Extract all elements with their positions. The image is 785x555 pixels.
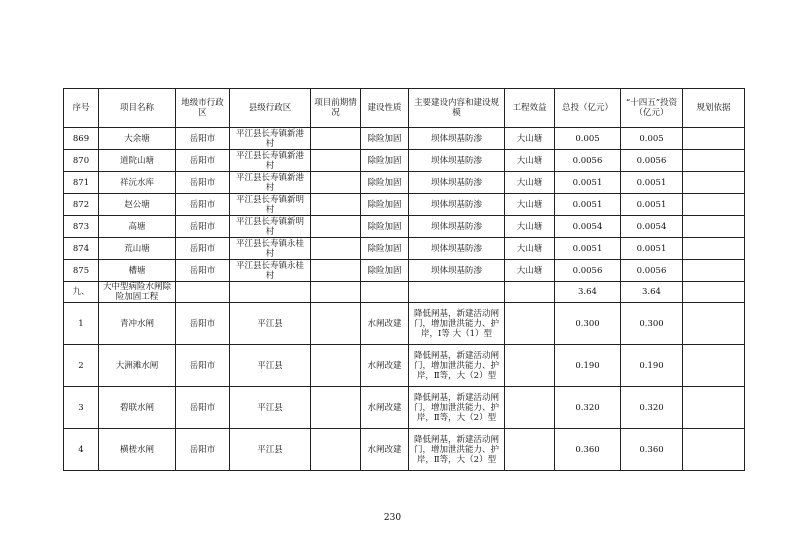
- cell-pre: [311, 345, 361, 387]
- table-row: [64, 194, 745, 216]
- cell-city: 岳阳市: [176, 238, 230, 260]
- cell-basis: [683, 345, 745, 387]
- cell-content: 坝体坝基防渗: [409, 260, 505, 282]
- cell-basis: [683, 260, 745, 282]
- cell-benefit: 大山塘: [505, 216, 555, 238]
- section-cell-benefit: [505, 282, 555, 303]
- cell-nature: 水闸改建: [361, 429, 409, 471]
- section-cell-content: [409, 282, 505, 303]
- cell-no: 870: [64, 150, 99, 172]
- cell-pre: [311, 238, 361, 260]
- cell-nature: 水闸改建: [361, 345, 409, 387]
- cell-basis: [683, 238, 745, 260]
- cell-pre: [311, 260, 361, 282]
- cell-no: 875: [64, 260, 99, 282]
- cell-county: 平江县: [230, 303, 311, 345]
- cell-total: 0.005: [555, 128, 621, 150]
- cell-name: 大余塘: [99, 128, 176, 150]
- cell-city: 岳阳市: [176, 194, 230, 216]
- table-row: [64, 150, 745, 172]
- section-cell-name: 大中型病险水闸除险加固工程: [99, 282, 176, 303]
- cell-benefit: [505, 429, 555, 471]
- cell-pre: [311, 172, 361, 194]
- cell-plan: 0.0051: [621, 238, 683, 260]
- cell-county: 平江县长寿镇新港村: [230, 150, 311, 172]
- header-cell: 项目名称: [99, 89, 176, 128]
- cell-nature: 除险加固: [361, 128, 409, 150]
- header-cell: 总投（亿元）: [555, 89, 621, 128]
- cell-county: 平江县: [230, 345, 311, 387]
- section-cell-total: 3.64: [555, 282, 621, 303]
- cell-no: 873: [64, 216, 99, 238]
- cell-benefit: [505, 345, 555, 387]
- header-cell: 序号: [64, 89, 99, 128]
- header-cell: 地级市行政区: [176, 89, 230, 128]
- table-row: [64, 345, 745, 387]
- cell-county: 平江县长寿镇新明村: [230, 194, 311, 216]
- table-body: [64, 89, 745, 471]
- cell-no: 872: [64, 194, 99, 216]
- cell-basis: [683, 172, 745, 194]
- cell-benefit: 大山塘: [505, 194, 555, 216]
- header-row: [64, 89, 745, 128]
- cell-plan: 0.320: [621, 387, 683, 429]
- section-cell-county: [230, 282, 311, 303]
- table-row: [64, 260, 745, 282]
- cell-nature: 除险加固: [361, 260, 409, 282]
- cell-plan: 0.360: [621, 429, 683, 471]
- cell-total: 0.300: [555, 303, 621, 345]
- cell-city: 岳阳市: [176, 216, 230, 238]
- section-cell-no: 九、: [64, 282, 99, 303]
- cell-county: 平江县长寿镇新港村: [230, 172, 311, 194]
- table-row: [64, 216, 745, 238]
- header-cell: 县级行政区: [230, 89, 311, 128]
- cell-city: 岳阳市: [176, 150, 230, 172]
- section-cell-plan: 3.64: [621, 282, 683, 303]
- section-cell-city: [176, 282, 230, 303]
- cell-city: 岳阳市: [176, 260, 230, 282]
- cell-content: 降低闸基，新建活动闸门，增加泄洪能力、护岸，Ⅱ等，大（2）型: [409, 345, 505, 387]
- cell-plan: 0.0051: [621, 194, 683, 216]
- cell-no: 4: [64, 429, 99, 471]
- table-row: [64, 387, 745, 429]
- cell-city: 岳阳市: [176, 303, 230, 345]
- cell-basis: [683, 150, 745, 172]
- cell-benefit: 大山塘: [505, 260, 555, 282]
- table-row: [64, 303, 745, 345]
- cell-nature: 除险加固: [361, 150, 409, 172]
- cell-basis: [683, 194, 745, 216]
- cell-benefit: 大山塘: [505, 128, 555, 150]
- cell-plan: 0.0054: [621, 216, 683, 238]
- cell-plan: 0.190: [621, 345, 683, 387]
- cell-total: 0.0051: [555, 238, 621, 260]
- cell-total: 0.0056: [555, 150, 621, 172]
- cell-county: 平江县: [230, 387, 311, 429]
- cell-name: 道院山塘: [99, 150, 176, 172]
- cell-name: 槽塘: [99, 260, 176, 282]
- cell-county: 平江县长寿镇永桂村: [230, 260, 311, 282]
- cell-basis: [683, 128, 745, 150]
- table-row: [64, 429, 745, 471]
- cell-total: 0.0054: [555, 216, 621, 238]
- cell-basis: [683, 429, 745, 471]
- section-cell-nature: [361, 282, 409, 303]
- cell-name: 横槎水闸: [99, 429, 176, 471]
- cell-plan: 0.0056: [621, 150, 683, 172]
- cell-name: 荒山塘: [99, 238, 176, 260]
- cell-benefit: [505, 387, 555, 429]
- cell-basis: [683, 303, 745, 345]
- header-cell: 建设性质: [361, 89, 409, 128]
- cell-no: 3: [64, 387, 99, 429]
- header-cell: 主要建设内容和建设规模: [409, 89, 505, 128]
- cell-content: 坝体坝基防渗: [409, 128, 505, 150]
- cell-total: 0.0051: [555, 172, 621, 194]
- cell-city: 岳阳市: [176, 387, 230, 429]
- cell-county: 平江县长寿镇永桂村: [230, 238, 311, 260]
- section-cell-pre: [311, 282, 361, 303]
- cell-pre: [311, 128, 361, 150]
- cell-pre: [311, 429, 361, 471]
- cell-content: 坝体坝基防渗: [409, 238, 505, 260]
- table-row: [64, 128, 745, 150]
- header-cell: 项目前期情况: [311, 89, 361, 128]
- cell-name: 祥沅水库: [99, 172, 176, 194]
- cell-content: 坝体坝基防渗: [409, 150, 505, 172]
- section-cell-basis: [683, 282, 745, 303]
- cell-content: 坝体坝基防渗: [409, 172, 505, 194]
- cell-total: 0.190: [555, 345, 621, 387]
- cell-city: 岳阳市: [176, 128, 230, 150]
- cell-pre: [311, 216, 361, 238]
- cell-total: 0.360: [555, 429, 621, 471]
- cell-name: 大洲滩水闸: [99, 345, 176, 387]
- header-cell: “十四五”投资（亿元）: [621, 89, 683, 128]
- cell-city: 岳阳市: [176, 172, 230, 194]
- cell-nature: 除险加固: [361, 172, 409, 194]
- cell-county: 平江县: [230, 429, 311, 471]
- cell-city: 岳阳市: [176, 429, 230, 471]
- cell-benefit: 大山塘: [505, 150, 555, 172]
- cell-content: 降低闸基，新建活动闸门，增加泄洪能力、护岸，Ⅰ等 大（1）型: [409, 303, 505, 345]
- cell-nature: 水闸改建: [361, 303, 409, 345]
- cell-name: 赵公塘: [99, 194, 176, 216]
- cell-basis: [683, 387, 745, 429]
- cell-no: 2: [64, 345, 99, 387]
- cell-basis: [683, 216, 745, 238]
- cell-benefit: [505, 303, 555, 345]
- table-row: [64, 172, 745, 194]
- cell-name: 碧联水闸: [99, 387, 176, 429]
- cell-nature: 水闸改建: [361, 387, 409, 429]
- cell-name: 高塘: [99, 216, 176, 238]
- cell-plan: 0.005: [621, 128, 683, 150]
- cell-no: 1: [64, 303, 99, 345]
- table-row: [64, 238, 745, 260]
- cell-nature: 除险加固: [361, 238, 409, 260]
- cell-nature: 除险加固: [361, 216, 409, 238]
- cell-content: 降低闸基，新建活动闸门，增加泄洪能力、护岸，Ⅱ等，大（2）型: [409, 429, 505, 471]
- cell-plan: 0.300: [621, 303, 683, 345]
- cell-total: 0.0051: [555, 194, 621, 216]
- cell-county: 平江县长寿镇新港村: [230, 128, 311, 150]
- cell-city: 岳阳市: [176, 345, 230, 387]
- cell-no: 869: [64, 128, 99, 150]
- cell-benefit: 大山塘: [505, 172, 555, 194]
- cell-name: 青冲水闸: [99, 303, 176, 345]
- cell-plan: 0.0056: [621, 260, 683, 282]
- header-cell: 规划依据: [683, 89, 745, 128]
- cell-pre: [311, 194, 361, 216]
- section-row: [64, 282, 745, 303]
- project-table: [63, 88, 745, 471]
- cell-benefit: 大山塘: [505, 238, 555, 260]
- cell-plan: 0.0051: [621, 172, 683, 194]
- cell-no: 871: [64, 172, 99, 194]
- header-cell: 工程效益: [505, 89, 555, 128]
- cell-pre: [311, 150, 361, 172]
- cell-no: 874: [64, 238, 99, 260]
- cell-total: 0.0056: [555, 260, 621, 282]
- cell-content: 坝体坝基防渗: [409, 216, 505, 238]
- cell-content: 降低闸基，新建活动闸门，增加泄洪能力、护岸，Ⅱ等，大（2）型: [409, 387, 505, 429]
- cell-total: 0.320: [555, 387, 621, 429]
- cell-county: 平江县长寿镇新明村: [230, 216, 311, 238]
- cell-pre: [311, 387, 361, 429]
- cell-content: 坝体坝基防渗: [409, 194, 505, 216]
- cell-pre: [311, 303, 361, 345]
- page-number: 230: [383, 513, 402, 523]
- cell-nature: 除险加固: [361, 194, 409, 216]
